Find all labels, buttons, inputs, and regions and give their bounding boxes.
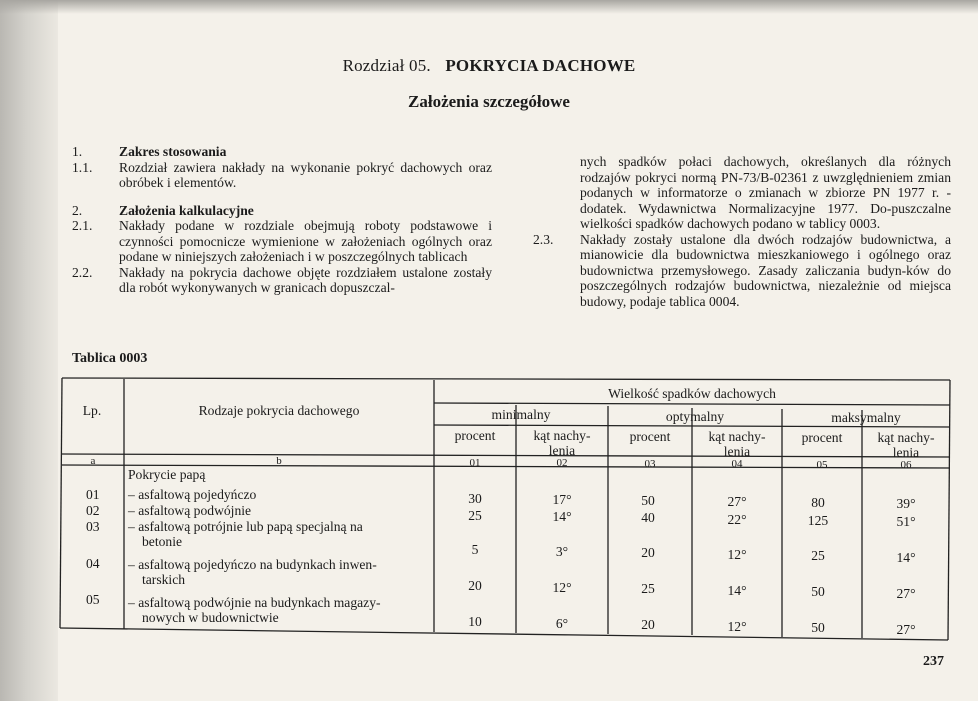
opt-angle: 27° bbox=[727, 494, 747, 509]
opt-angle: 22° bbox=[727, 512, 747, 527]
row-description: – asfaltową potrójnie lub papą specjalną na betonie bbox=[128, 519, 363, 549]
row-description: – asfaltową podwójnie na budynkach magazy- nowych w budownictwie bbox=[128, 595, 381, 625]
row-description: – asfaltową podwójnie bbox=[128, 503, 252, 518]
paragraph-text: nych spadków połaci dachowych, określanych dla różnych rodzajów pokryci normą PN-73/B-02361 z uwzględnieniem zmian podanych w informatorze o zmianach w zbiorze PN 1977 r. - dodatek. Wydawnictwa Normalizacyjne 1977. Do-puszczalne wielkości spadków dachowych podano w tablicy 0003. bbox=[580, 154, 951, 231]
max-percent: 50 bbox=[811, 584, 825, 599]
min-angle: 14° bbox=[552, 509, 572, 524]
header-angle: kąt nachy- lenia bbox=[708, 429, 766, 459]
max-percent: 80 bbox=[811, 495, 825, 510]
table-border-left bbox=[60, 378, 62, 628]
header-type: Rodzaje pokrycia dachowego bbox=[198, 403, 360, 418]
min-angle: 12° bbox=[552, 580, 572, 595]
paragraph-heading: Zakres stosowania bbox=[119, 144, 227, 159]
paragraph-number: 1.1. bbox=[72, 159, 93, 175]
section-title: Pokrycie papą bbox=[128, 467, 206, 482]
column-code: 03 bbox=[644, 458, 656, 470]
row-description: – asfaltową pojedyńczo bbox=[128, 487, 257, 502]
max-angle: 51° bbox=[896, 514, 916, 529]
header-angle: kąt nachy- lenia bbox=[877, 430, 935, 460]
column-code: 05 bbox=[816, 459, 828, 471]
column-code: a bbox=[90, 455, 96, 467]
max-percent: 50 bbox=[811, 620, 825, 635]
row-number: 04 bbox=[86, 556, 100, 571]
min-percent: 30 bbox=[468, 491, 482, 506]
header-percent: procent bbox=[454, 428, 496, 443]
header-optimal: optymalny bbox=[665, 409, 725, 424]
paragraph-text: Nakłady podane w rozdziale obejmują roboty podstawowe i czynności pomocnicze wymienione w założeniach ogólnych oraz podane w niniejszych założeniach i w poszczególnych tablicach bbox=[119, 218, 492, 264]
row-number: 03 bbox=[86, 519, 100, 534]
table-border-top bbox=[62, 378, 950, 380]
row-number: 05 bbox=[86, 592, 100, 607]
min-angle: 6° bbox=[555, 616, 569, 631]
header-minimal: minimalny bbox=[491, 407, 551, 422]
paragraph-text: Rozdział zawiera nakłady na wykonanie pokryć dachowych oraz obróbek i elementów. bbox=[119, 159, 492, 190]
header-percent: procent bbox=[801, 430, 843, 445]
paragraph-number: 1. bbox=[72, 144, 83, 159]
max-percent: 125 bbox=[807, 513, 829, 528]
header-angle: kąt nachy- lenia bbox=[533, 428, 591, 458]
paragraph-text: Nakłady na pokrycia dachowe objęte rozdziałem ustalone zostały dla robót wykonywanych w granicach dopuszczal- bbox=[119, 264, 492, 295]
min-angle: 17° bbox=[552, 492, 572, 507]
opt-percent: 25 bbox=[641, 581, 655, 596]
max-angle: 27° bbox=[896, 622, 916, 637]
opt-angle: 14° bbox=[727, 583, 747, 598]
paragraph-number: 2. bbox=[72, 202, 83, 218]
chapter-name: POKRYCIA DACHOWE bbox=[445, 56, 636, 75]
opt-angle: 12° bbox=[727, 619, 747, 634]
chapter-prefix: Rozdział 05. bbox=[342, 56, 431, 75]
min-percent: 10 bbox=[468, 614, 482, 629]
header-lp: Lp. bbox=[82, 403, 102, 418]
min-percent: 5 bbox=[471, 542, 479, 557]
max-percent: 25 bbox=[811, 548, 825, 563]
table-title: Tablica 0003 bbox=[72, 351, 148, 366]
header-percent: procent bbox=[629, 429, 671, 444]
opt-percent: 50 bbox=[641, 493, 655, 508]
column-code: 01 bbox=[469, 457, 481, 469]
header-group: Wielkość spadków dachowych bbox=[608, 386, 776, 401]
opt-percent: 20 bbox=[641, 617, 655, 632]
opt-angle: 12° bbox=[727, 547, 747, 562]
opt-percent: 40 bbox=[641, 510, 655, 525]
row-number: 01 bbox=[86, 487, 100, 502]
paragraph-number: 2.3. bbox=[533, 231, 554, 247]
min-percent: 20 bbox=[468, 578, 482, 593]
section-subtitle: Założenia szczegółowe bbox=[408, 92, 570, 111]
column-code: 02 bbox=[556, 457, 568, 469]
column-code: b bbox=[276, 455, 282, 467]
paragraph-heading: Założenia kalkulacyjne bbox=[119, 202, 254, 218]
paragraph-number: 2.1. bbox=[72, 218, 93, 233]
column-code: 04 bbox=[731, 458, 743, 470]
row-number: 02 bbox=[86, 503, 100, 518]
opt-percent: 20 bbox=[641, 545, 655, 560]
max-angle: 27° bbox=[896, 586, 916, 601]
min-angle: 3° bbox=[555, 544, 569, 559]
column-code: 06 bbox=[900, 459, 912, 471]
max-angle: 39° bbox=[896, 496, 916, 511]
header-divider bbox=[434, 403, 950, 405]
paragraph-text: Nakłady zostały ustalone dla dwóch rodzajów budownictwa, a mianowicie dla budownictwa mieszkaniowego i ogólnego oraz budownictwa przemysłowego. Zasady zaliczania budyn-ków do poszczególnych rodzajów budownictwa, niezależnie od miejsca budowy, podaje tablica 0004. bbox=[580, 231, 951, 309]
min-percent: 25 bbox=[468, 508, 482, 523]
page-number: 237 bbox=[923, 654, 944, 669]
header-maximal: maksymalny bbox=[831, 410, 901, 425]
row-description: – asfaltową pojedyńczo na budynkach inwen- tarskich bbox=[128, 557, 377, 587]
max-angle: 14° bbox=[896, 550, 916, 565]
paragraph-number: 2.2. bbox=[72, 264, 93, 280]
